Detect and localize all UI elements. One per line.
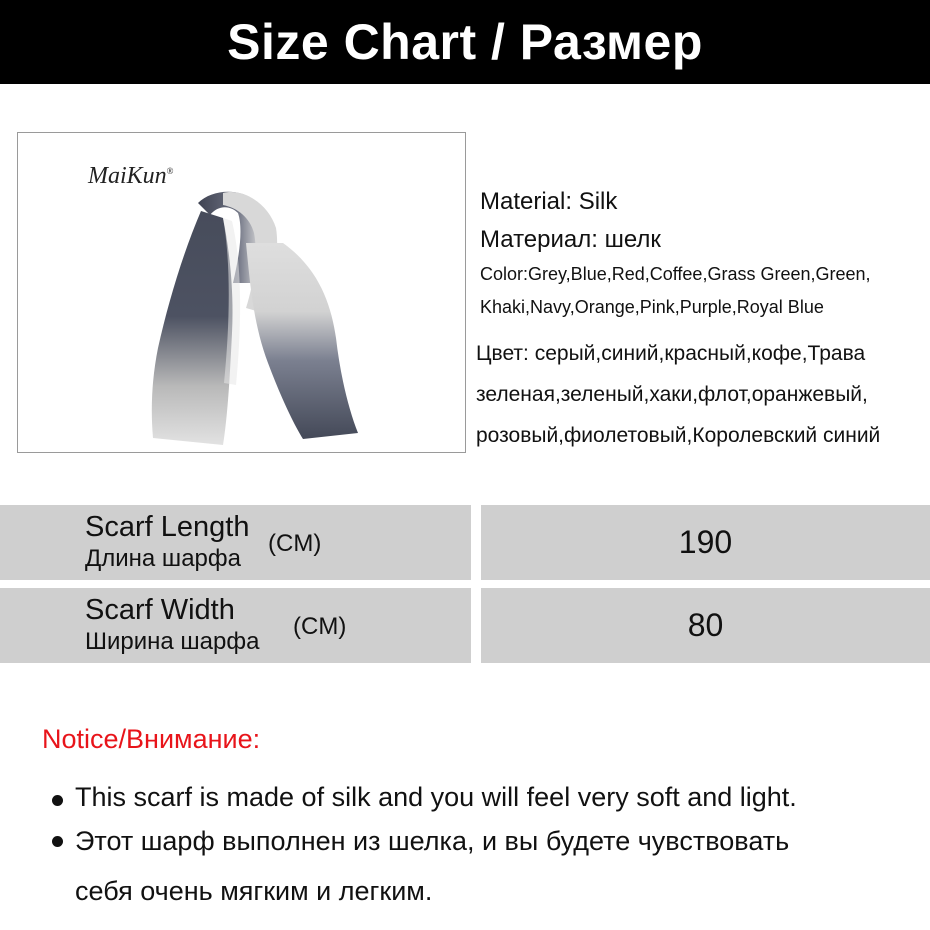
- color-en-line: Khaki,Navy,Orange,Pink,Purple,Royal Blue: [480, 297, 824, 317]
- color-en-line: Color:Grey,Blue,Red,Coffee,Grass Green,Green,: [480, 264, 871, 284]
- size-label-ru: Ширина шарфа: [85, 628, 260, 655]
- size-label-cell: [0, 505, 471, 580]
- size-value-cell: 80: [481, 588, 930, 663]
- scarf-image: [18, 133, 465, 452]
- notice-title: Notice/Внимание:: [42, 724, 261, 754]
- brand-registered-mark: ®: [166, 166, 174, 176]
- notice-line: This scarf is made of silk and you will feel very soft and light.: [75, 782, 797, 812]
- product-photo: [17, 132, 466, 453]
- size-label-cell: [0, 588, 471, 663]
- size-label-en: Scarf Length: [85, 511, 250, 543]
- size-label-ru: Длина шарфа: [85, 545, 241, 572]
- color-ru-line: розовый,фиолетовый,Королевский синий: [476, 424, 881, 447]
- color-ru-line: Цвет: серый,синий,красный,кофе,Трава: [476, 342, 866, 365]
- size-label-en: Scarf Width: [85, 594, 235, 626]
- bullet-icon: [52, 836, 63, 847]
- page-title: Size Chart / Размер: [227, 14, 703, 70]
- header-bar: [0, 0, 930, 84]
- size-unit: (CM): [293, 613, 347, 640]
- material-en: Material: Silk: [480, 188, 618, 215]
- table-row: [0, 505, 930, 580]
- material-ru: Материал: шелк: [480, 226, 661, 253]
- size-value-cell: 190: [481, 505, 930, 580]
- notice-line: Этот шарф выполнен из шелка, и вы будете чувствовать: [75, 826, 790, 856]
- bullet-icon: [52, 795, 63, 806]
- table-row: [0, 588, 930, 663]
- color-ru-line: зеленая,зеленый,хаки,флот,оранжевый,: [476, 383, 868, 406]
- size-unit: (CM): [268, 530, 322, 557]
- notice-line: себя очень мягким и легким.: [75, 876, 433, 906]
- brand-name: MaiKun: [88, 163, 167, 189]
